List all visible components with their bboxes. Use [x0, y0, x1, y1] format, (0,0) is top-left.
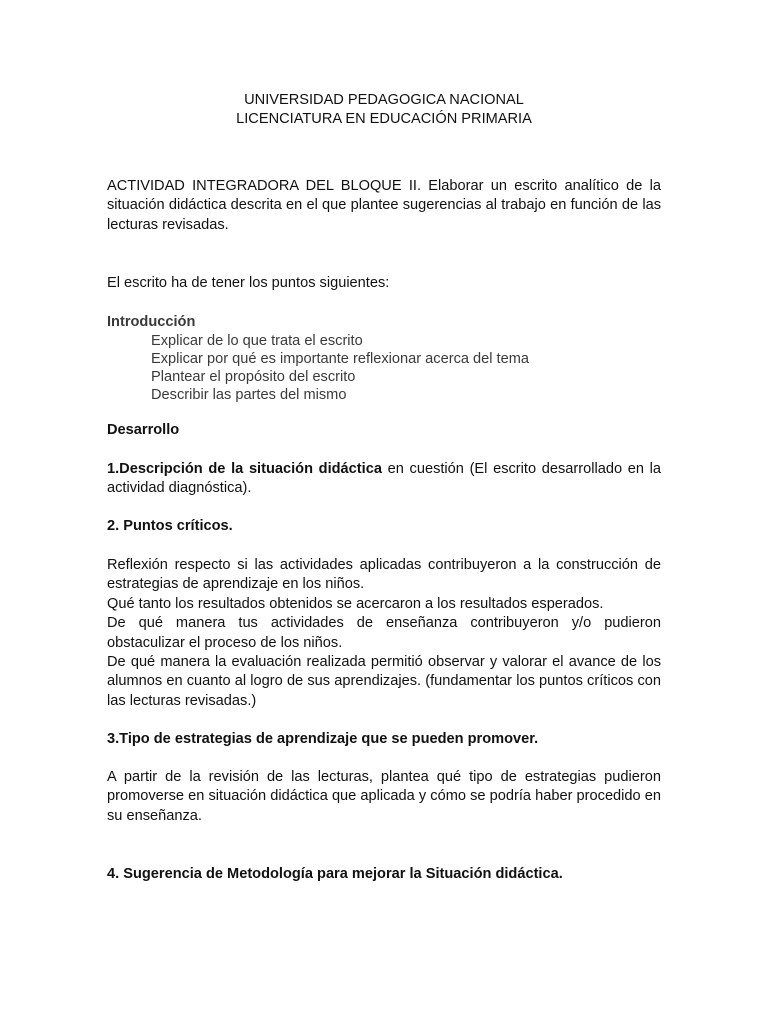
- desarrollo-title: Desarrollo: [107, 422, 180, 438]
- section2-paragraph: De qué manera la evaluación realizada permitió observar y valorar el avance de los alumnos en cuanto al logro de sus aprendizajes. (fundamentar los puntos críticos con las lecturas revisadas.): [107, 654, 661, 709]
- section2-paragraph: Qué tanto los resultados obtenidos se acercaron a los resultados esperados.: [107, 595, 604, 612]
- section2-paragraph: De qué manera tus actividades de enseñanza contribuyeron y/o pudieron obstaculizar el proceso de los niños.: [107, 615, 661, 651]
- section1-text: en cuestión (El escrito desarrollado en la actividad diagnóstica).: [107, 461, 662, 497]
- section3-paragraph: A partir de la revisión de las lecturas, plantea qué tipo de estrategias pudieron promoverse en situación didáctica que aplicada y cómo se podría haber procedido en su enseñanza.: [107, 769, 661, 824]
- introduccion-section: [107, 313, 661, 404]
- introduccion-title: Introducción: [107, 314, 196, 330]
- introduccion-item: Explicar de lo que trata el escrito: [151, 333, 363, 350]
- university-name: UNIVERSIDAD PEDAGOGICA NACIONAL: [244, 92, 524, 108]
- document-header: [0, 91, 768, 130]
- section4-title: 4. Sugerencia de Metodología para mejorar la Situación didáctica.: [107, 866, 563, 882]
- points-intro: El escrito ha de tener los puntos siguientes:: [107, 275, 390, 291]
- section2-body: [107, 556, 661, 711]
- program-name: LICENCIATURA EN EDUCACIÓN PRIMARIA: [236, 111, 532, 128]
- activity-paragraph: ACTIVIDAD INTEGRADORA DEL BLOQUE II. Elaborar un escrito analítico de la situación didáctica descrita en el que plantee sugerencias al trabajo en función de las lecturas revisadas.: [107, 178, 661, 233]
- section2-title: 2. Puntos críticos.: [107, 518, 233, 534]
- section2-paragraph: Reflexión respecto si las actividades aplicadas contribuyeron a la construcción de estrategias de aprendizaje en los niños.: [107, 557, 661, 593]
- section1-paragraph: [107, 460, 661, 499]
- introduccion-item: Plantear el propósito del escrito: [151, 369, 356, 386]
- introduccion-item: Explicar por qué es importante reflexionar acerca del tema: [151, 351, 530, 368]
- section3-title: 3.Tipo de estrategias de aprendizaje que se pueden promover.: [107, 731, 539, 747]
- section1-title: 1.Descripción de la situación didáctica: [107, 461, 382, 477]
- introduccion-item: Describir las partes del mismo: [151, 387, 347, 404]
